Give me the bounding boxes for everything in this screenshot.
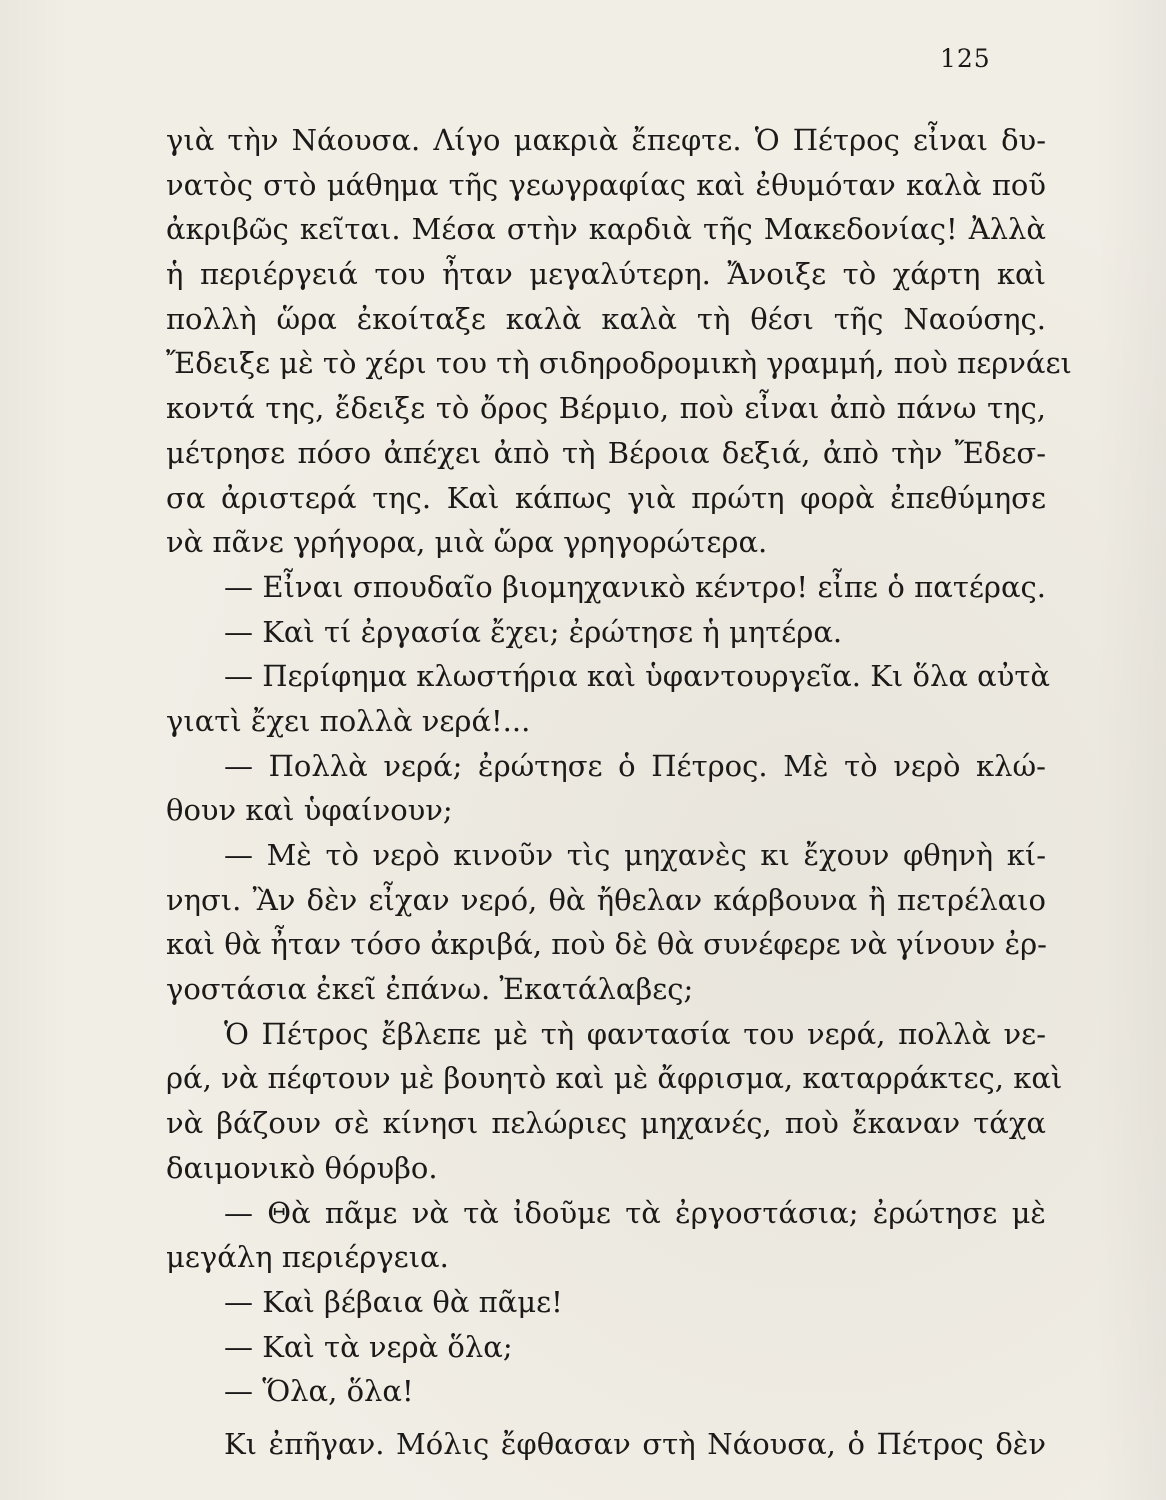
text-line: δαιμονικὸ θόρυβο. <box>166 1150 438 1185</box>
text-line: καὶ θὰ ἦταν τόσο ἀκριβά, ποὺ δὲ θὰ συνέφερε νὰ γίνουν ἐρ- <box>166 927 1047 962</box>
text-line: σα ἀριστερά της. Καὶ κάπως γιὰ πρώτη φορὰ ἐπεθύμησε <box>166 480 1046 515</box>
text-line: μέτρησε πόσο ἀπέχει ἀπὸ τὴ Βέροια δεξιά, ἀπὸ τὴν Ἔδεσ- <box>166 435 1046 470</box>
dialogue-line: — Πολλὰ νερά; ἐρώτησε ὁ Πέτρος. Μὲ τὸ νερὸ κλώ- <box>224 748 1046 783</box>
text-line: μεγάλη περιέργεια. <box>166 1240 449 1275</box>
dialogue-line: — Εἶναι σπουδαῖο βιομηχανικὸ κέντρο! εἶπε ὁ πατέρας. <box>224 569 1046 604</box>
text-line: γοστάσια ἐκεῖ ἐπάνω. Ἐκατάλαβες; <box>166 972 694 1007</box>
dialogue-line: — Καὶ τί ἐργασία ἔχει; ἐρώτησε ἡ μητέρα. <box>224 614 843 649</box>
dialogue-line: — Καὶ βέβαια θὰ πᾶμε! <box>224 1284 563 1319</box>
dialogue-line: — Ὅλα, ὅλα! <box>224 1374 414 1409</box>
dialogue-line: — Μὲ τὸ νερὸ κινοῦν τὶς μηχανὲς κι ἔχουν φθηνὴ κί- <box>224 838 1046 872</box>
page-number: 125 <box>940 44 991 73</box>
text-line: νὰ πᾶνε γρήγορα, μιὰ ὥρα γρηγορώτερα. <box>166 525 768 560</box>
dialogue-line: — Περίφημα κλωστήρια καὶ ὑφαντουργεῖα. Κι ὅλα αὐτὰ <box>224 659 1050 694</box>
text-line: ἀκριβῶς κεῖται. Μέσα στὴν καρδιὰ τῆς Μακεδονίας! Ἀλλὰ <box>166 212 1046 247</box>
dialogue-line: — Θὰ πᾶμε νὰ τὰ ἰδοῦμε τὰ ἐργοστάσια; ἐρώτησε μὲ <box>224 1195 1046 1230</box>
text-line: κοντά της, ἔδειξε τὸ ὄρος Βέρμιο, ποὺ εἶναι ἀπὸ πάνω της, <box>166 391 1046 426</box>
text-line: πολλὴ ὥρα ἐκοίταξε καλὰ καλὰ τὴ θέσι τῆς Ναούσης. <box>166 301 1046 336</box>
paragraph-line: Ὁ Πέτρος ἔβλεπε μὲ τὴ φαντασία του νερά, πολλὰ νε- <box>224 1016 1046 1051</box>
text-line: ρά, νὰ πέφτουν μὲ βουητὸ καὶ μὲ ἄφρισμα, καταρράκτες, καὶ <box>166 1061 1063 1096</box>
text-line: νατὸς στὸ μάθημα τῆς γεωγραφίας καὶ ἐθυμόταν καλὰ ποῦ <box>166 167 1046 202</box>
text-line: Ἔδειξε μὲ τὸ χέρι του τὴ σιδηροδρομικὴ γραμμή, ποὺ περνάει <box>166 346 1072 381</box>
text-line: γιατὶ ἔχει πολλὰ νερά!... <box>166 703 531 738</box>
text-line: ἡ περιέργειά του ἦταν μεγαλύτερη. Ἄνοιξε τὸ χάρτη καὶ <box>166 257 1046 292</box>
text-line: θουν καὶ ὑφαίνουν; <box>166 793 453 828</box>
dialogue-line: — Καὶ τὰ νερὰ ὅλα; <box>224 1329 513 1364</box>
text-line: νησι. Ἂν δὲν εἶχαν νερό, θὰ ἤθελαν κάρβουνα ἢ πετρέλαιο <box>166 882 1046 917</box>
text-line: γιὰ τὴν Νάουσα. Λίγο μακριὰ ἔπεφτε. Ὁ Πέτρος εἶναι δυ- <box>166 123 1046 157</box>
paragraph-line: Κι ἐπῆγαν. Μόλις ἔφθασαν στὴ Νάουσα, ὁ Πέτρος δὲν <box>224 1426 1046 1461</box>
body-text <box>166 118 1072 1467</box>
text-line: νὰ βάζουν σὲ κίνησι πελώριες μηχανές, ποὺ ἔκαναν τάχα <box>166 1106 1046 1141</box>
